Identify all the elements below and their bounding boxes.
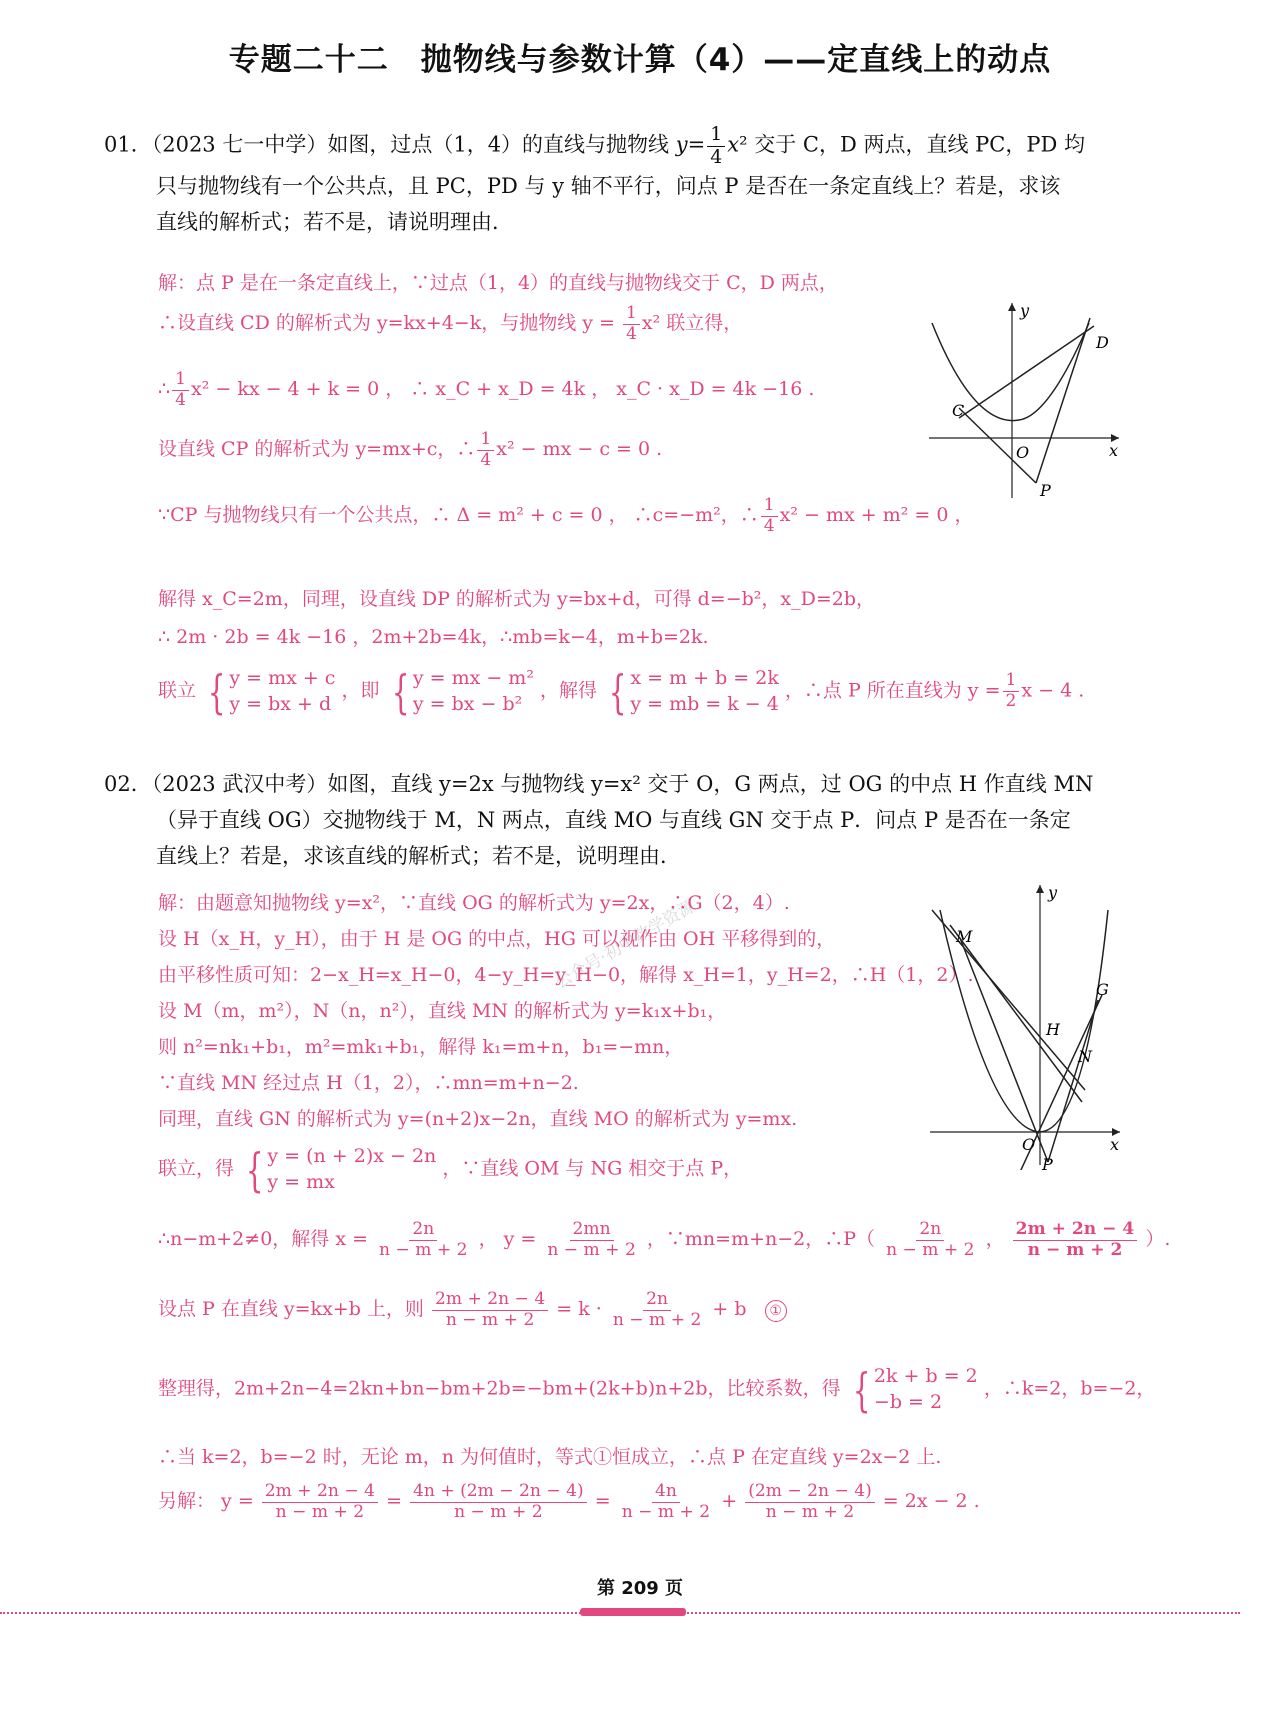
q2-sol-line: 设点 P 在直线 y=kx+b 上，则 $\frac{2m + 2n - 4}{n - m + 2}$ = k · $\frac{2n}{n - m + 2}$ + b ① bbox=[158, 1290, 787, 1330]
fig1-label-d: D bbox=[1096, 333, 1109, 352]
q2-sol-line: 由平移性质可知：2−x_H=x_H−0，4−y_H=y_H−0，解得 x_H=1，y_H=2，∴H（1，2）. bbox=[158, 964, 974, 986]
q1-figure bbox=[924, 298, 1124, 508]
q1-sol-line: ∴ $\frac{1}{4}$ x² − kx − 4 + k = 0 ， ∴ x_C + x_D = 4k ， x_C · x_D = 4k −16 . bbox=[158, 369, 815, 410]
q2-sol-line: 联立，得 { y = (n + 2)x − 2n y = mx ，∵直线 OM 与 NG 相交于点 P， bbox=[158, 1142, 743, 1197]
fig2-label-x: x bbox=[1110, 1135, 1120, 1154]
q2-sol-line: 同理，直线 GN 的解析式为 y=(n+2)x−2n，直线 MO 的解析式为 y=mx. bbox=[158, 1108, 798, 1130]
fig1-label-y: y bbox=[1020, 301, 1030, 320]
q2-line2: （异于直线 OG）交抛物线于 M，N 两点，直线 MO 与直线 GN 交于点 P．问点 P 是否在一条定 bbox=[156, 808, 1071, 832]
q1-sol-line: ∴设直线 CD 的解析式为 y=kx+4−k，与抛物线 y = $\frac{1}{4}$ x² 联立得， bbox=[158, 303, 743, 344]
q2-sol-line: ∵直线 MN 经过点 H（1，2），∴mn=m+n−2. bbox=[158, 1072, 579, 1094]
fig1-label-c: C bbox=[952, 401, 965, 420]
page-title: 专题二十二 抛物线与参数计算（4）——定直线上的动点 bbox=[228, 42, 1052, 78]
q2-sol-line: 另解： y = $\frac{2m + 2n - 4}{n - m + 2}$ = $\frac{4n + (2m - 2n - 4)}{n - m + 2}$ = $\frac{4n}{n - m + 2}$ + $\frac{(2m - 2n - 4)}{n - m + 2}$ = 2x − 2 . bbox=[158, 1481, 980, 1522]
q1-line1b: 交于 C，D 两点，直线 PC，PD 均 bbox=[754, 132, 1085, 157]
question-2 bbox=[104, 766, 1184, 874]
q1-line3: 直线的解析式；若不是，请说明理由． bbox=[156, 210, 513, 235]
fig2-label-y: y bbox=[1048, 883, 1058, 902]
q2-sol-line: 则 n²=nk₁+b₁，m²=mk₁+b₁，解得 k₁=m+n，b₁=−mn， bbox=[158, 1036, 684, 1058]
q2-sol-line: ∴n−m+2≠0，解得 x = $\frac{2n}{n - m + 2}$ ， y = $\frac{2mn}{n - m + 2}$ ，∵mn=m+n−2，∴P（ $\frac{2n}{n - m + 2}$ ， $\frac{2m + 2n - 4}{n - m + 2}$ ）. bbox=[158, 1219, 1171, 1260]
q2-sol-line: ∴当 k=2，b=−2 时，无论 m，n 为何值时，等式①恒成立，∴点 P 在定直线 y=2x−2 上. bbox=[158, 1446, 942, 1468]
q1-sol-line: 解：点 P 是在一条定直线上，∵过点（1，4）的直线与抛物线交于 C，D 两点， bbox=[158, 272, 838, 294]
fig1-label-x: x bbox=[1109, 441, 1119, 460]
q2-line3: 直线上？若是，求该直线的解析式；若不是，说明理由． bbox=[156, 844, 681, 868]
footer-accent-bar bbox=[580, 1608, 686, 1616]
q2-figure bbox=[920, 880, 1130, 1170]
q2-sol-line: 设 H（x_H，y_H），由于 H 是 OG 的中点，HG 可以视作由 OH 平移得到的， bbox=[158, 928, 836, 950]
q1-sol-line: 联立 { y = mx + c y = bx + d ，即 { y = mx − m² y = bx − b² ，解得 { x = m + b = 2k y = mb = k − 4 ，∴点 P 所在直线为 y = $\frac{1}{2}$ x − 4 . bbox=[158, 664, 1085, 719]
q2-line1: 02．（2023 武汉中考）如图，直线 y=2x 与抛物线 y=x² 交于 O，G 两点，过 OG 的中点 H 作直线 MN bbox=[104, 772, 1094, 796]
fig2-label-p: P bbox=[1042, 1155, 1053, 1170]
fig1-label-o: O bbox=[1016, 443, 1030, 462]
watermark: 公众号·初中数学资源 bbox=[551, 896, 700, 993]
fig1-label-p: P bbox=[1040, 481, 1051, 500]
q1-sol-line: ∵CP 与抛物线只有一个公共点，∴ Δ = m² + c = 0 ， ∴c=−m²，∴ $\frac{1}{4}$ x² − mx + m² = 0 ， bbox=[158, 495, 974, 536]
q1-sol-line: ∴ 2m · 2b = 4k −16 ，2m+2b=4k，∴mb=k−4，m+b=2k. bbox=[158, 626, 709, 648]
q2-sol-line: 解：由题意知抛物线 y=x²，∵直线 OG 的解析式为 y=2x，∴G（2，4）. bbox=[158, 892, 790, 914]
q1-sol-line: 设直线 CP 的解析式为 y=mx+c，∴ $\frac{1}{4}$ x² − mx − c = 0 . bbox=[158, 429, 663, 470]
question-1: 01．（2023 七一中学）如图，过点（1，4）的直线与抛物线 y= $\frac{1}{4}$ x² 交于 C，D 两点，直线 PC，PD 均 只与抛物线有一个公共点，且 PC，PD 与 y 轴不平行，问点 P 是否在一条定直线上？若是，求该 直线的解析式；若不是，请说明理由． bbox=[104, 124, 1184, 240]
fig2-label-h: H bbox=[1046, 1020, 1060, 1039]
page-number: 第 209 页 bbox=[596, 1578, 684, 1599]
q2-sol-line: 设 M（m，m²），N（n，n²），直线 MN 的解析式为 y=k₁x+b₁， bbox=[158, 1000, 727, 1022]
q1-line2: 只与抛物线有一个公共点，且 PC，PD 与 y 轴不平行，问点 P 是否在一条定直线上？若是，求该 bbox=[156, 174, 1061, 199]
q1-frac-quarter: $\frac{1}{4}$ bbox=[707, 124, 725, 168]
q2-sol-line: 整理得，2m+2n−4=2kn+bn−bm+2b=−bm+(2k+b)n+2b，比较系数，得 { 2k + b = 2 −b = 2 ，∴k=2，b=−2， bbox=[158, 1362, 1156, 1417]
fig2-label-g: G bbox=[1096, 980, 1109, 999]
circled-one: ① bbox=[765, 1300, 787, 1322]
q1-sol-line: 解得 x_C=2m，同理，设直线 DP 的解析式为 y=bx+d，可得 d=−b²，x_D=2b， bbox=[158, 588, 876, 610]
fig2-label-o: O bbox=[1022, 1135, 1036, 1154]
fig2-label-n: N bbox=[1078, 1047, 1092, 1066]
fig2-label-m: M bbox=[956, 927, 973, 946]
q1-line1: 01．（2023 七一中学）如图，过点（1，4）的直线与抛物线 bbox=[104, 132, 670, 157]
